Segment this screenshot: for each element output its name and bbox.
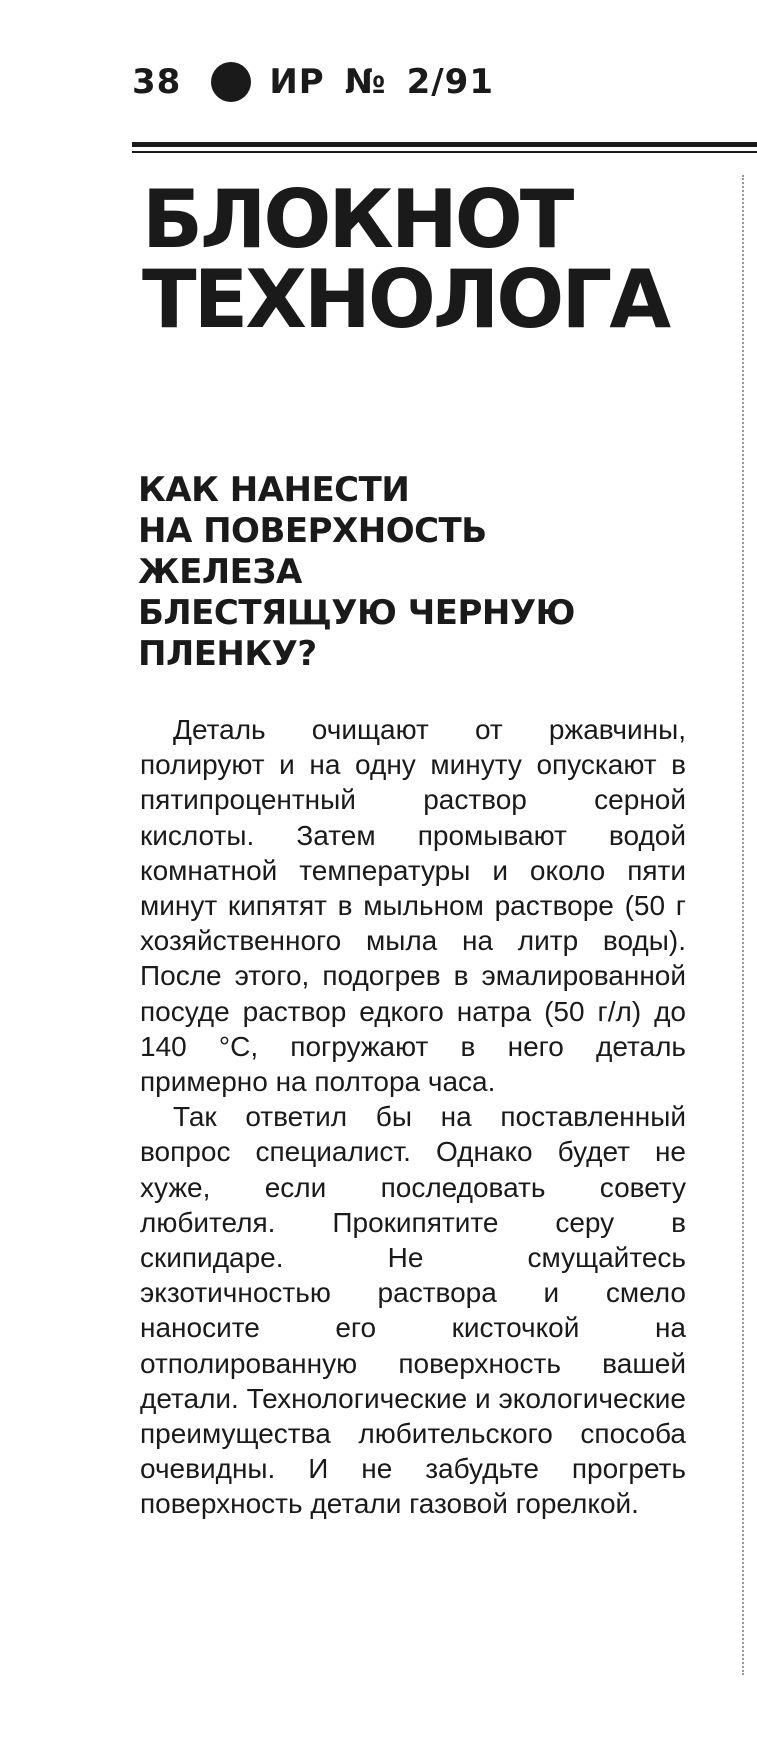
magazine-name: ИР: [269, 62, 325, 102]
issue-sign: №: [344, 62, 387, 102]
page-edge-divider: [742, 175, 746, 1675]
article-title: [138, 470, 575, 675]
rubric-line-1: БЛОКНОТ: [142, 173, 572, 266]
rubric-title: [142, 173, 669, 346]
article-title-line: ЖЕЛЕЗА: [138, 552, 302, 592]
issue-number: 2/91: [406, 62, 494, 102]
page-number: 38: [132, 62, 182, 102]
article-paragraph-1: Деталь очищают от ржавчины, полируют и на одну минуту опускают в пятипроцентный раствор серной кислоты. Затем промывают водой комнатной температуры и около пяти минут кипятят в мыльном растворе (50 г хозяйственного мыла на литр воды). После этого, подогрев в эмалированной посуде раствор едкого натра (50 г/л) до 140 °С, погружают в него деталь примерно на полтора часа.: [140, 714, 686, 1098]
article-title-line: НА ПОВЕРХНОСТЬ: [138, 511, 487, 551]
article-title-line: ПЛЕНКУ?: [138, 634, 317, 674]
article-paragraph-2: Так ответил бы на поставленный вопрос специалист. Однако будет не хуже, если последовать совету любителя. Прокипятите серу в скипидаре. Не смущайтесь экзотичностью раствора и смело наносите его кисточкой на отполированную поверхность вашей детали. Технологические и экологические преимущества любительского способа очевидны. И не забудьте прогреть поверхность детали газовой горелкой.: [140, 1101, 686, 1520]
header-rule-thick: [132, 142, 757, 147]
page-header: [132, 62, 494, 102]
bullet-dot-icon: [211, 62, 251, 102]
article-title-line: КАК НАНЕСТИ: [138, 470, 410, 510]
article-title-line: БЛЕСТЯЩУЮ ЧЕРНУЮ: [138, 593, 575, 633]
header-rule-thin: [132, 151, 757, 153]
rubric-line-2: ТЕХНОЛОГА: [142, 253, 669, 346]
article-body: [140, 712, 686, 1522]
